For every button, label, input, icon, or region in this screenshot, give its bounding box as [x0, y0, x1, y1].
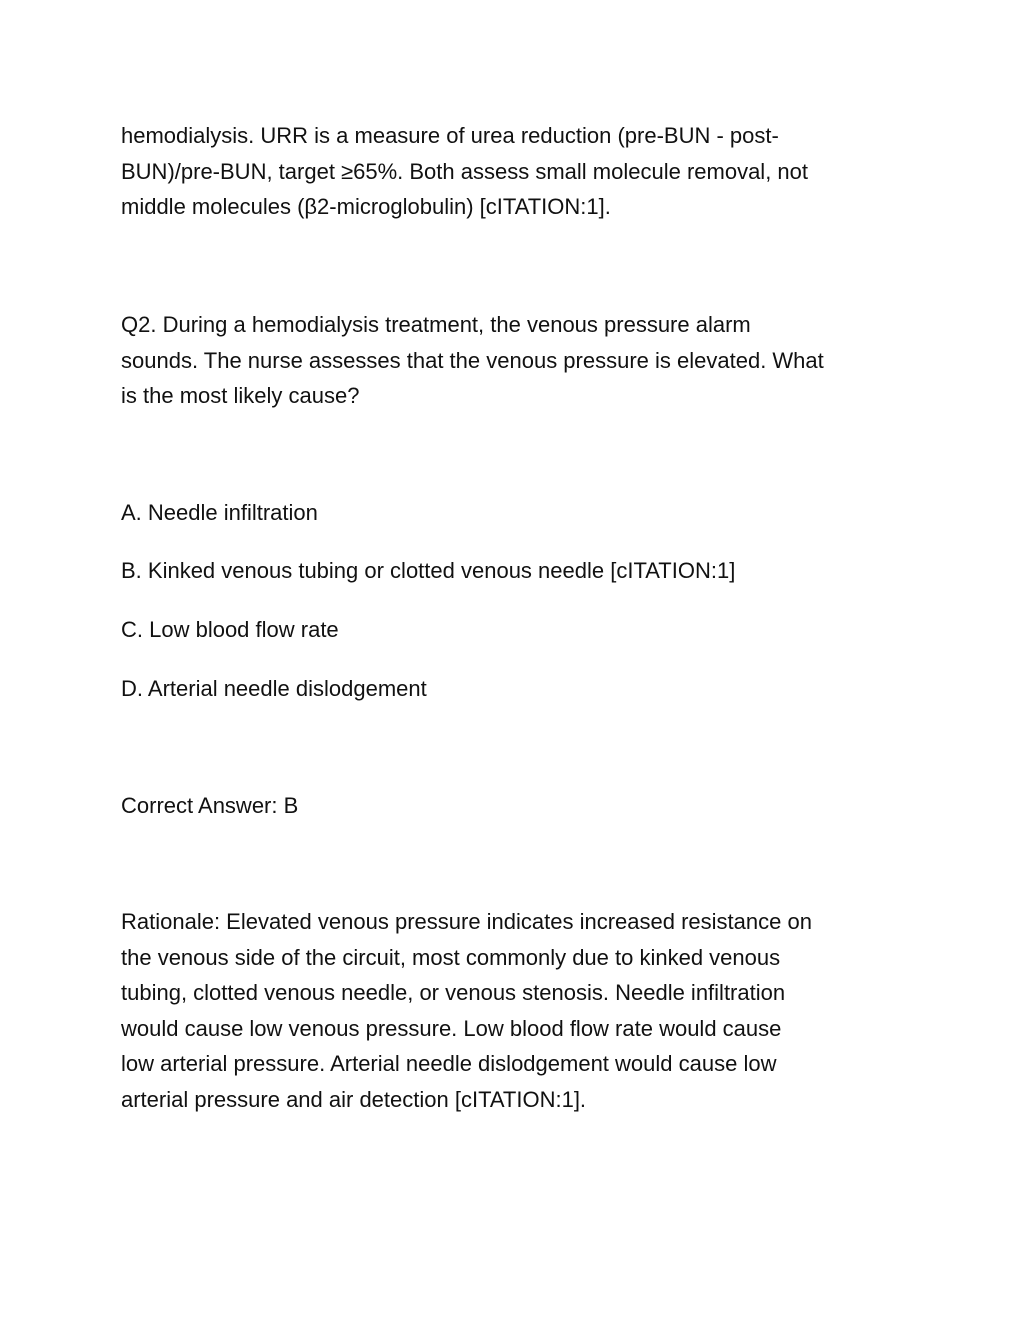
- option-c: [121, 612, 891, 648]
- rationale-line: Rationale: Elevated venous pressure indicates increased resistance on: [121, 909, 812, 934]
- question-line: sounds. The nurse assesses that the venous pressure is elevated. What: [121, 347, 824, 373]
- question-line: Q2. During a hemodialysis treatment, the venous pressure alarm: [121, 312, 751, 337]
- option-d: [121, 671, 891, 707]
- intro-paragraph: [121, 118, 891, 225]
- rationale-line: low arterial pressure. Arterial needle dislodgement would cause low: [121, 1051, 777, 1076]
- option-text: C. Low blood flow rate: [121, 617, 339, 642]
- option-text: B. Kinked venous tubing or clotted venous needle [cITATION:1]: [121, 558, 736, 583]
- rationale-paragraph: [121, 904, 891, 1117]
- option-b: [121, 553, 891, 589]
- rationale-line: the venous side of the circuit, most commonly due to kinked venous: [121, 944, 781, 970]
- correct-answer-text: Correct Answer: B: [121, 793, 299, 818]
- rationale-line: arterial pressure and air detection [cITATION:1].: [121, 1086, 587, 1112]
- correct-answer: [121, 788, 891, 824]
- intro-line: BUN)/pre-BUN, target ≥65%. Both assess small molecule removal, not: [121, 158, 808, 184]
- rationale-line: tubing, clotted venous needle, or venous stenosis. Needle infiltration: [121, 980, 786, 1005]
- intro-line: middle molecules (β2-microglobulin) [cITATION:1].: [121, 194, 611, 219]
- question-paragraph: [121, 307, 891, 414]
- option-a: [121, 495, 891, 531]
- intro-line: hemodialysis. URR is a measure of urea reduction (pre-BUN - post-: [121, 123, 779, 148]
- option-text: D. Arterial needle dislodgement: [121, 676, 427, 701]
- question-line: is the most likely cause?: [121, 383, 360, 408]
- rationale-line: would cause low venous pressure. Low blood flow rate would cause: [121, 1015, 782, 1041]
- option-text: A. Needle infiltration: [121, 500, 318, 525]
